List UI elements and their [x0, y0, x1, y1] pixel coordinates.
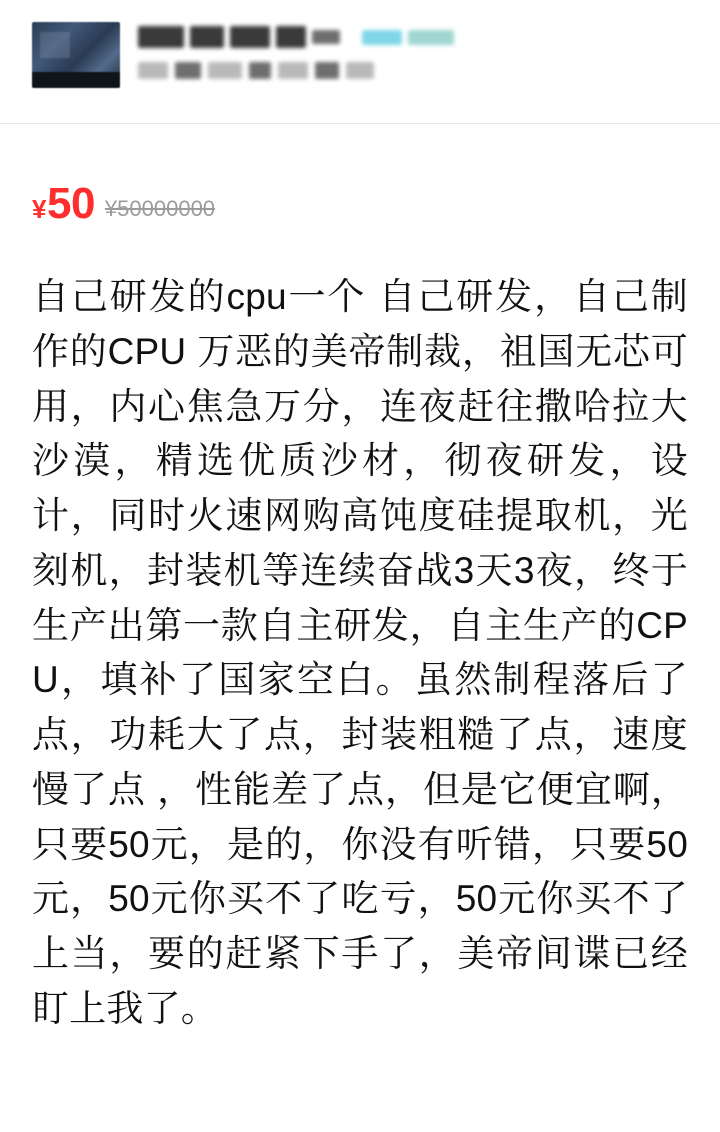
seller-name-redacted-block — [230, 26, 270, 48]
seller-badge-redacted-block — [362, 30, 402, 45]
price-row — [32, 179, 688, 228]
price-section — [0, 124, 720, 226]
seller-name-redacted-block — [190, 26, 224, 48]
current-price — [32, 179, 95, 228]
seller-subtitle-redacted-block — [175, 62, 201, 79]
seller-subtitle-redacted-block — [278, 62, 308, 79]
seller-name-line — [138, 26, 688, 48]
seller-subtitle-redacted-block — [249, 62, 271, 79]
seller-header[interactable] — [0, 0, 720, 124]
listing-description: 自己研发的cpu一个 自己研发，自己制作的CPU 万恶的美帝制裁，祖国无芯可用，内心焦急万分，连夜赶往撒哈拉大沙漠，精选优质沙材，彻夜研发，设计，同时火速网购高饨度硅提取机，光刻机，封装机等连续奋战3天3夜，终于生产出第一款自主研发，自主生产的CPU，填补了国家空白。虽然制程落后了点，功耗大了点，封装粗糙了点，速度慢了点 ，性能差了点，但是它便宜啊，只要50元，是的，你没有听错，只要50元，50元你买不了吃亏，50元你买不了上当，要的赶紧下手了，美帝间谍已经盯上我了。 — [32, 276, 688, 1029]
seller-info — [138, 22, 688, 79]
current-price-value: 50 — [46, 179, 95, 228]
currency-symbol: ¥ — [32, 194, 46, 224]
seller-subtitle-line — [138, 62, 688, 79]
original-price: ¥50000000 — [104, 196, 216, 221]
seller-subtitle-redacted-block — [315, 62, 339, 79]
seller-name-redacted-block — [276, 26, 306, 48]
avatar[interactable] — [32, 22, 120, 88]
seller-subtitle-redacted-block — [208, 62, 242, 79]
seller-name-redacted-block — [138, 26, 184, 48]
seller-name-redacted-block — [312, 30, 340, 44]
seller-header-row — [32, 22, 688, 88]
seller-subtitle-redacted-block — [346, 62, 374, 79]
seller-subtitle-redacted-block — [138, 62, 168, 79]
seller-badge-redacted-block — [408, 30, 454, 45]
